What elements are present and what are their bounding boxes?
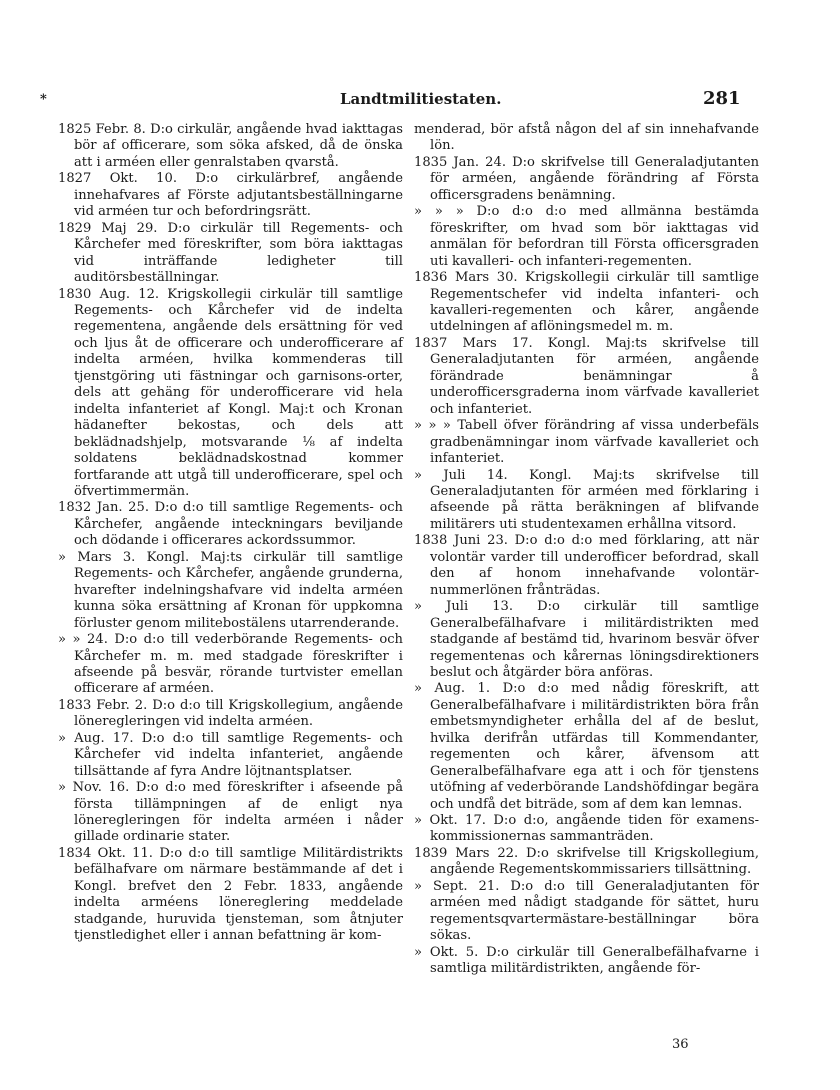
entry: » » 24. D:o d:o till vederbörande Regements- och Kårchefer m. m. med stadgade föreskrifter i afseende på besvär, rörande turtvister emellan officerare af arméen. bbox=[58, 632, 403, 697]
entry: » Aug. 1. D:o d:o med nådig föreskrift, att Generalbefälhafvare i militärdistrikten böra från embetsmyndigheter erhålla del af de beslut, hvilka derifrån utfärdas till Kommendanter, regementen och kårer, äfvensom att Generalbefälhafvare ega att i och för tjenstens utöfning af vederbörande Landshöfdingar begära och undfå det biträde, som af dem kan lemnas. bbox=[414, 681, 759, 812]
entry: 1835 Jan. 24. D:o skrifvelse till Generaladjutanten för arméen, angående förändring af Första officersgradens benämning. bbox=[414, 154, 759, 203]
entry: » Nov. 16. D:o d:o med föreskrifter i afseende på första tillämpningen af de enligt nya löneregleringen för indelta arméen i nåder gillade ordinarie stater. bbox=[58, 780, 403, 845]
entry: 1836 Mars 30. Krigskollegii cirkulär till samtlige Regementschefer vid indelta infanteri- och kavalleri-regementen och kårer, angående utdelningen af aflöningsmedel m. m. bbox=[414, 270, 759, 335]
entry: 1834 Okt. 11. D:o d:o till samtlige Militärdistrikts befälhafvare om närmare bestämmande af det i Kongl. brefvet den 2 Febr. 1833, angående indelta arméens lönereglering meddelade stadgande, huruvida tjensteman, som åtnjuter tjenstledighet eller i annan befattning är kom- bbox=[58, 845, 403, 944]
entry: » Sept. 21. D:o d:o till Generaladjutanten för arméen med nådigt stadgande för sättet, huru regementsqvartermästare-beställningar böra sökas. bbox=[414, 878, 759, 944]
entry: 1832 Jan. 25. D:o d:o till samtlige Regements- och Kårchefer, angående inteckningars beviljande och dödande i officerares ackordssummor. bbox=[58, 500, 403, 549]
entry: 1825 Febr. 8. D:o cirkulär, angående hvad iakttagas bör af officerare, som söka afsked, då de önska att i arméen eller genralstaben qvarstå. bbox=[58, 122, 403, 170]
entry: » » » Tabell öfver förändring af vissa underbefäls gradbenämningar inom värfvade kavalleriet och infanteriet. bbox=[414, 418, 759, 467]
entry: 1827 Okt. 10. D:o cirkulärbref, angående innehafvares af Förste adjutantsbeställningarne vid arméen tur och befordringsrätt. bbox=[58, 171, 403, 220]
signature-mark: 36 bbox=[672, 1037, 689, 1052]
entry: » Juli 13. D:o cirkulär till samtlige Generalbefälhafvare i militärdistrikten med stadgande af bestämd tid, hvarinom besvär öfver regementenas och kårernas löningsdirektioners beslut och åtgärder böra anföras. bbox=[414, 599, 759, 680]
entry: 1837 Mars 17. Kongl. Maj:ts skrifvelse till Generaladjutanten för arméen, angående förändrade benämningar å underofficersgraderna inom värfvade kavalleriet och infanteriet. bbox=[414, 335, 759, 417]
entry: » » » D:o d:o d:o med allmänna bestämda föreskrifter, om hvad som bör iakttagas vid anmälan för befordran till Första officersgraden uti kavalleri- och infanteri-regementen. bbox=[414, 204, 759, 269]
entry: » Aug. 17. D:o d:o till samtlige Regements- och Kårchefer vid indelta infanteriet, angående tillsättande af fyra Andre löjtnantsplatser. bbox=[58, 730, 403, 779]
entry: 1830 Aug. 12. Krigskollegii cirkulär till samtlige Regements- och Kårchefer vid de indelta regementena, angående dels ersättning för ved och ljus åt de officerare och underofficerare af indelta arméen, hvilka kommenderas till tjenstgöring uti fästningar och garnisons-orter, dels att gehäng för underofficerare vid hela indelta infanteriet af Kongl. Maj:t och Kronan hädanefter bekostas, och dels att beklädnadshjelp, motsvarande ⅛ af indelta soldatens beklädnadskostnad kommer fortfarande att utgå till underofficerare, spel och öfvertimmermän. bbox=[58, 286, 403, 499]
entry: » Okt. 5. D:o cirkulär till Generalbefälhafvarne i samtliga militärdistrikten, angående för- bbox=[414, 944, 759, 977]
entry: 1838 Juni 23. D:o d:o d:o med förklaring, att när volontär varder till underofficer befordrad, skall den af honom innehafvande volontär-nummerlönen frånträdas. bbox=[414, 533, 759, 598]
page-number: 281 bbox=[703, 88, 741, 109]
entry: » Mars 3. Kongl. Maj:ts cirkulär till samtlige Regements- och Kårchefer, angående grunderna, hvarefter indelningshafvare vid indelta arméen kunna söka ersättning af Kronan för uppkomna förluster genom militebostälens utarrenderande. bbox=[58, 549, 403, 631]
entry: » Okt. 17. D:o d:o, angående tiden för examens-kommissionernas sammanträden. bbox=[414, 813, 759, 845]
left-column bbox=[58, 122, 403, 945]
right-column bbox=[414, 122, 759, 978]
running-head: Landtmilitiestaten. bbox=[340, 90, 502, 108]
entry: 1833 Febr. 2. D:o d:o till Krigskollegium, angående löneregleringen vid indelta arméen. bbox=[58, 697, 403, 730]
entry: menderad, bör afstå någon del af sin innehafvande lön. bbox=[414, 122, 759, 154]
entry: 1839 Mars 22. D:o skrifvelse till Krigskollegium, angående Regementskommissariers tillsättning. bbox=[414, 845, 759, 878]
header-mark: * bbox=[40, 92, 47, 107]
entry: » Juli 14. Kongl. Maj:ts skrifvelse till Generaladjutanten för arméen med förklaring i afseende på rätta beräkningen af blifvande militärers uti studentexamen erhållna vitsord. bbox=[414, 467, 759, 532]
entry: 1829 Maj 29. D:o cirkulär till Regements- och Kårchefer med föreskrifter, som böra iakttagas vid inträffande ledigheter till auditörsbeställningar. bbox=[58, 220, 403, 286]
